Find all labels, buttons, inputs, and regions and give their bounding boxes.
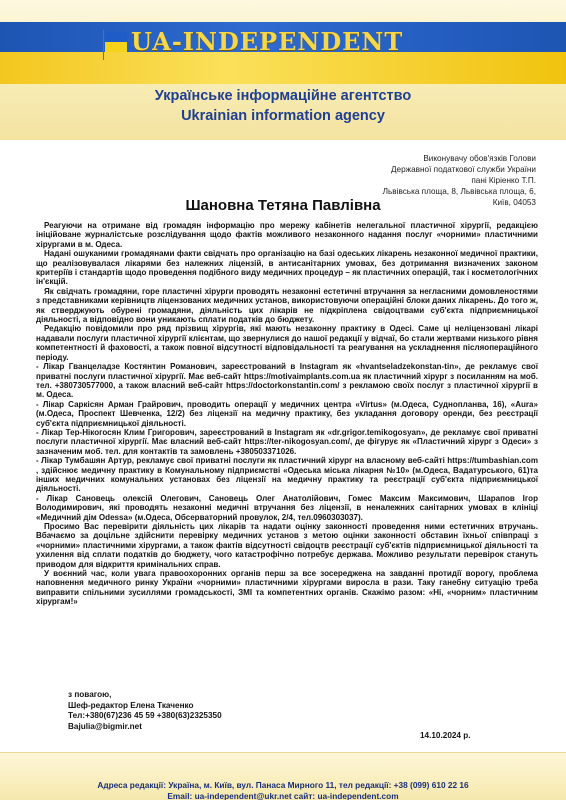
footer-address: Адреса редакції: Україна, м. Київ, вул. Панаса Мирного 11, тел редакції: +38 (099) 610 22 16 <box>97 780 469 790</box>
letter-date: 14.10.2024 р. <box>420 731 471 740</box>
list-item: - Лікар Тумбашян Артур, рекламує свої приватні послуги як пластичний хірург на власному веб-сайті https://tumbashian.com , здійснює медичну практику в Комунальному підприємстві «Одеська міська лікарня №10» (м.Одеса, Вадатурського, 61)та інших медичних комунальних установах без ліцензії на медичну практику та реєстрації суб'єкта підприємницької діяльності. <box>36 456 538 494</box>
paragraph: Реагуючи на отримане від громадян інформацію про мережу кабінетів нелегальної пластичної хірургії, редакцією ініційоване журналістське розслідування щодо фактів можливого незаконного надання послуг «чорними» пластичними хірургами в м. Одеса. <box>36 221 538 249</box>
signature-line: Шеф-редактор Елена Ткаченко <box>68 700 194 710</box>
list-item: - Лікар Тер-Нікогосян Клим Григорович, зареєстрований в Instagram як «dr.grigor.temikogosyan», де рекламує свої приватні послуги пластичної хірургії. Має власний веб-сайт https://ter-nikogosyan.com/, де фігурує як «Пластичний хірург з Одеси» з зазначеним моб. тел. для контактів та замовлень +380503371026. <box>36 427 538 456</box>
footer-contacts: Email: ua-independent@ukr.net сайт: ua-independent.com <box>167 791 399 800</box>
brand-name: UA-INDEPENDENT <box>131 27 404 56</box>
signature-line: Bajulia@bigmir.net <box>68 721 142 731</box>
paragraph: Редакцію повідомили про ряд прізвищ хірургів, які мають незаконну практику в Одесі. Саме ці неліцензовані лікарі надавали послуги пластичної хірургії клієнтам, що звернулися до нашої редакції у відчаї, бо стали жертвами низького рівня компетентності й фаховості, а також повної відсутності відповідальності та реагування на ускладнення післяопераційного періоду. <box>36 324 538 362</box>
signature-line: Тел:+380(67)236 45 59 +380(63)2325350 <box>68 711 222 721</box>
recipient-line: Львівська площа, 8, Львівська площа, 6, <box>382 186 536 196</box>
recipient-line: Виконувачу обов'язків Голови <box>423 154 536 163</box>
paragraph: Як свідчать громадяни, горе пластичні хірурги проводять незаконні естетичні втручання за негласними домовленостями з представниками керівництв ліцензованих медичних установ, використовуючи операційні блоки даних лікарень. До того ж, як стверджують обурені громадяни, діяльність цих лікарів не підкріплена свідоцтвами суб'єкта підприємницької діяльності, а відповідно вони уникають сплати податків до бюджету. <box>36 286 538 325</box>
ukraine-flag-icon <box>103 32 128 52</box>
paragraph: Надані ошуканими громадянами факти свідчать про організацію на базі одеських лікарень незаконної медичної практики, що реалізовувалася лікарями без належних ліцензій, в антисанітарних умовах, без дотримання визначених законом критеріїв і стандартів щодо проведення подібного виду медичних процедур – як пластичних операцій, так і косметологічних ін'єкцій. <box>36 249 538 287</box>
agency-name-en: Ukrainian information agency <box>181 108 385 124</box>
agency-name-ua: Українське інформаційне агентство <box>154 88 412 104</box>
recipient-line: Київ, 04053 <box>492 197 536 207</box>
paragraph: Просимо Вас перевірити діяльність цих лікарів та надати оцінку законності проведення ними естетичних втручань. Вбачаємо за доцільне здійснити перевірку медичних установ з метою оцінки законності обставин їхньої співпраці з «чорними» пластичними хірургами, а також фактів відсутності свідоцтв реєстрації суб'єктів підприємницької діяльності та ухилення від сплати податків до бюджету, чого катастрофічно потребує держава. Можливо результати перевірок стануть приводом для відкриття кримінальних справ. <box>36 522 538 569</box>
list-item: - Лікар Гванцеладзе Костянтин Романович, зареєстрований в Instagram як «hvantseladzekonstan-tin», де рекламує свої приватні послуги пластичної хірургії. Має веб-сайт https://motivaimplants.com.ua як пластичний хірург з посиланням на моб. тел. +380730577000, а також власний веб-сайт https://doctorkonstantin.com/ з рекламою своїх послуг з пластичної хірургії в м. Одеса. <box>36 362 538 400</box>
signature-block <box>68 690 308 732</box>
list-item: - Лікар Саркісян Арман Грайрович, проводить операції у медичних центра «Virtus» (м.Одеса, Суднопланва, 16), «Aura» (м.Одеса, Проспект Шевченка, 12/2) без ліцензії на медичну практику, без укладання договору оренди, без реєстрації суб'єкта підприємницької діяльності. <box>36 399 538 428</box>
letter-body <box>36 221 538 607</box>
signature-line: з повагою, <box>68 690 112 699</box>
paragraph: У воєнний час, коли увага правоохоронних органів перш за все зосереджена на завданні протидії ворогу, проблема наповнення медичного ринку України «чорними» пластичними хірургами виросла в рази. Таку ганебну ситуацію треба виправити спільними зусиллями громадськості, ЗМІ та компетентних органів. Скажімо разом: «Ні, «чорним» пластичним хірургам!» <box>36 569 538 607</box>
letterhead <box>0 0 566 140</box>
recipient-line: Державної податкової служби України <box>390 164 536 174</box>
letterhead-yellow-band <box>0 52 566 84</box>
salutation: Шановна Тетяна Павлівна <box>185 197 381 214</box>
list-item: - Лікар Сановець олексій Олегович, Сановець Олег Анатолійович, Гомес Максим Максимович, Шарапов Ігор Володимирович, які проводять незаконні медичні втручання без ліцензії, в неналежних санітарних умовах в клініці «Медичний дім Odessa» (м.Одеса, Обсерваторний провулок, 2/4, тел.0960303037). <box>36 493 538 522</box>
recipient-line: пані Кіріенко Т.П. <box>471 175 536 185</box>
